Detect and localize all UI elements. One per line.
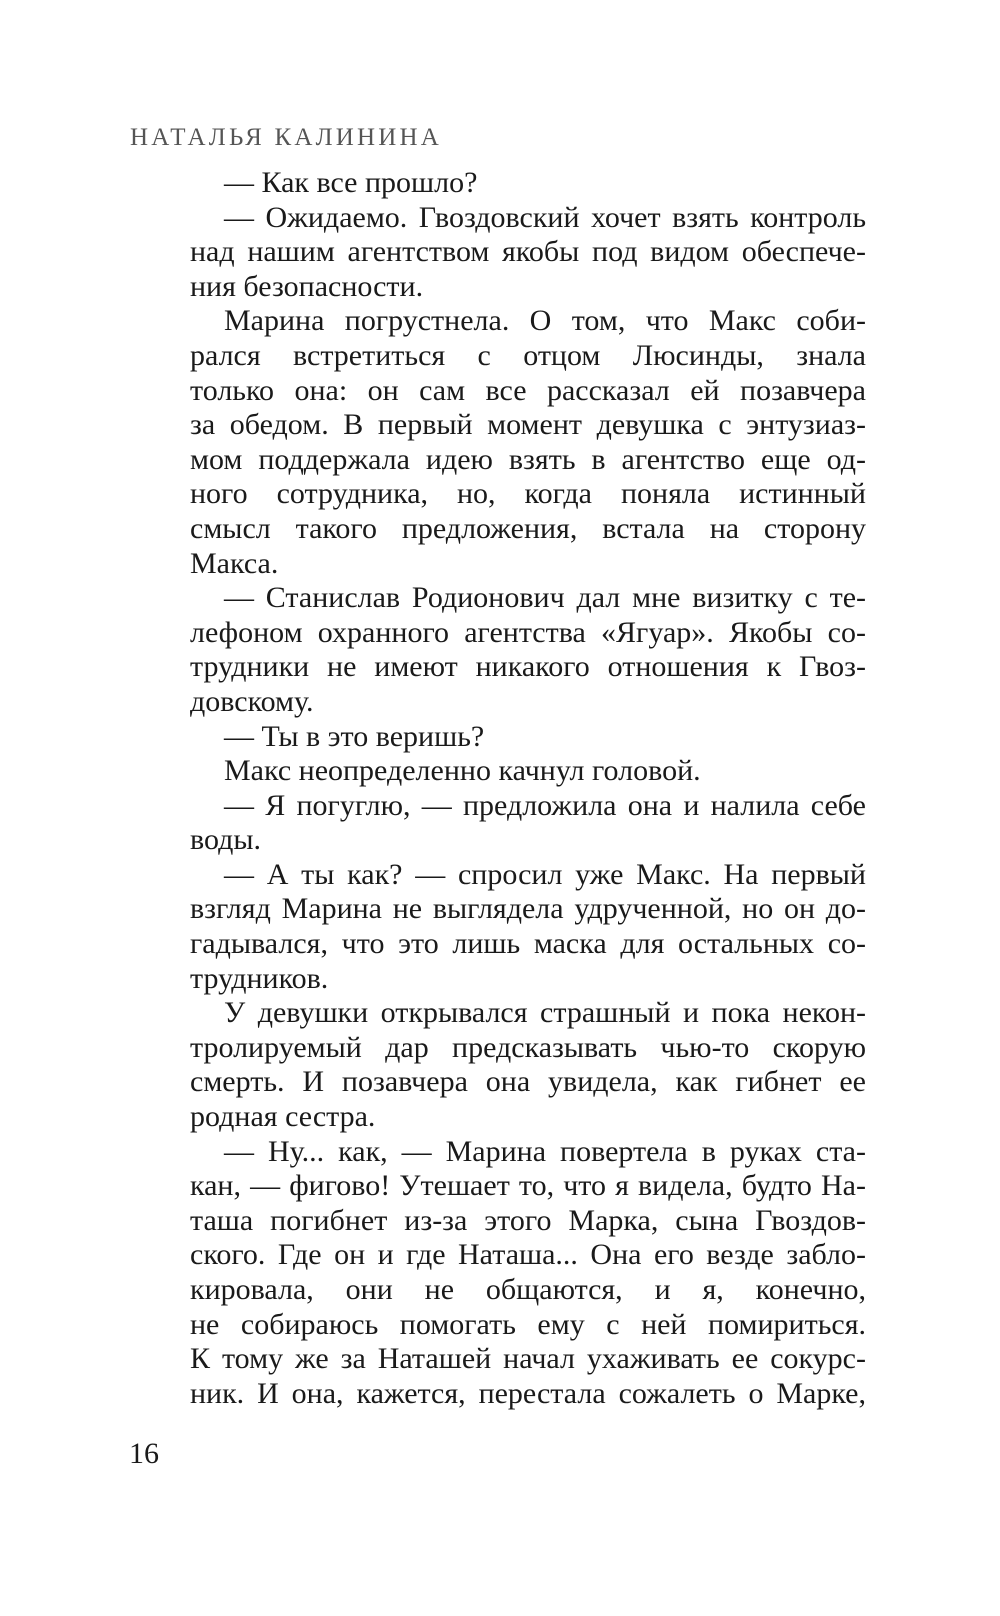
text-line: Марина погрустнела. О том, что Макс соби- <box>224 304 866 338</box>
text-line: за обедом. В первый момент девушка с энтузиаз- <box>190 408 866 442</box>
text-line: — Станислав Родионович дал мне визитку с те- <box>224 581 866 615</box>
text-line: ского. Где он и где Наташа... Она его везде забло- <box>190 1238 866 1272</box>
text-line: — Я погуглю, — предложила она и налила себе <box>224 788 866 822</box>
text-line: трудников. <box>190 961 329 995</box>
text-line: — Как все прошло? <box>224 166 478 199</box>
text-line: таша погибнет из-за этого Марка, сына Гвоздов- <box>190 1203 866 1237</box>
body-text <box>190 166 866 1411</box>
text-line: рался встретиться с отцом Люсинды, знала <box>190 338 866 372</box>
text-line: У девушки открывался страшный и пока некон- <box>224 996 866 1030</box>
text-line: ного сотрудника, но, когда поняла истинный <box>190 477 866 511</box>
text-line: кан, — фигово! Утешает то, что я видела, будто На- <box>190 1169 866 1203</box>
text-line: только она: он сам все рассказал ей позавчера <box>190 373 866 407</box>
page-number: 16 <box>129 1437 159 1470</box>
text-line: смерть. И позавчера она увидела, как гибнет ее <box>190 1065 866 1099</box>
text-line: не собираюсь помогать ему с ней помириться. <box>190 1307 866 1341</box>
text-line: ник. И она, кажется, перестала сожалеть о Марке, <box>190 1376 866 1410</box>
text-line: ния безопасности. <box>190 269 424 303</box>
running-head: НАТАЛЬЯ КАЛИНИНА <box>130 124 443 151</box>
text-line: лефоном охранного агентства «Ягуар». Якобы со- <box>190 615 866 649</box>
text-line: смысл такого предложения, встала на сторону <box>190 511 866 545</box>
text-line: — А ты как? — спросил уже Макс. На первый <box>224 857 866 891</box>
text-line: над нашим агентством якобы под видом обеспече- <box>190 235 866 269</box>
text-line: мом поддержала идею взять в агентство еще од- <box>190 442 866 476</box>
text-line: — Ну... как, — Марина повертела в руках ста- <box>224 1134 866 1168</box>
text-line: взгляд Марина не выглядела удрученной, но он до- <box>190 892 866 926</box>
text-line: воды. <box>190 823 262 857</box>
text-line: кировала, они не общаются, и я, конечно, <box>190 1273 866 1306</box>
text-line: гадывался, что это лишь маска для остальных со- <box>190 927 866 961</box>
text-line: К тому же за Наташей начал ухаживать ее сокурс- <box>190 1342 866 1376</box>
text-line: довскому. <box>190 684 314 718</box>
text-line: родная сестра. <box>190 1100 376 1134</box>
text-line: Макс неопределенно качнул головой. <box>224 754 701 788</box>
text-line: — Ты в это веришь? <box>224 719 485 753</box>
text-line: Макса. <box>190 546 279 580</box>
text-line: тролируемый дар предсказывать чью-то скорую <box>190 1030 866 1064</box>
text-line: — Ожидаемо. Гвоздовский хочет взять контроль <box>224 200 866 234</box>
text-line: трудники не имеют никакого отношения к Гвоз- <box>190 650 866 684</box>
